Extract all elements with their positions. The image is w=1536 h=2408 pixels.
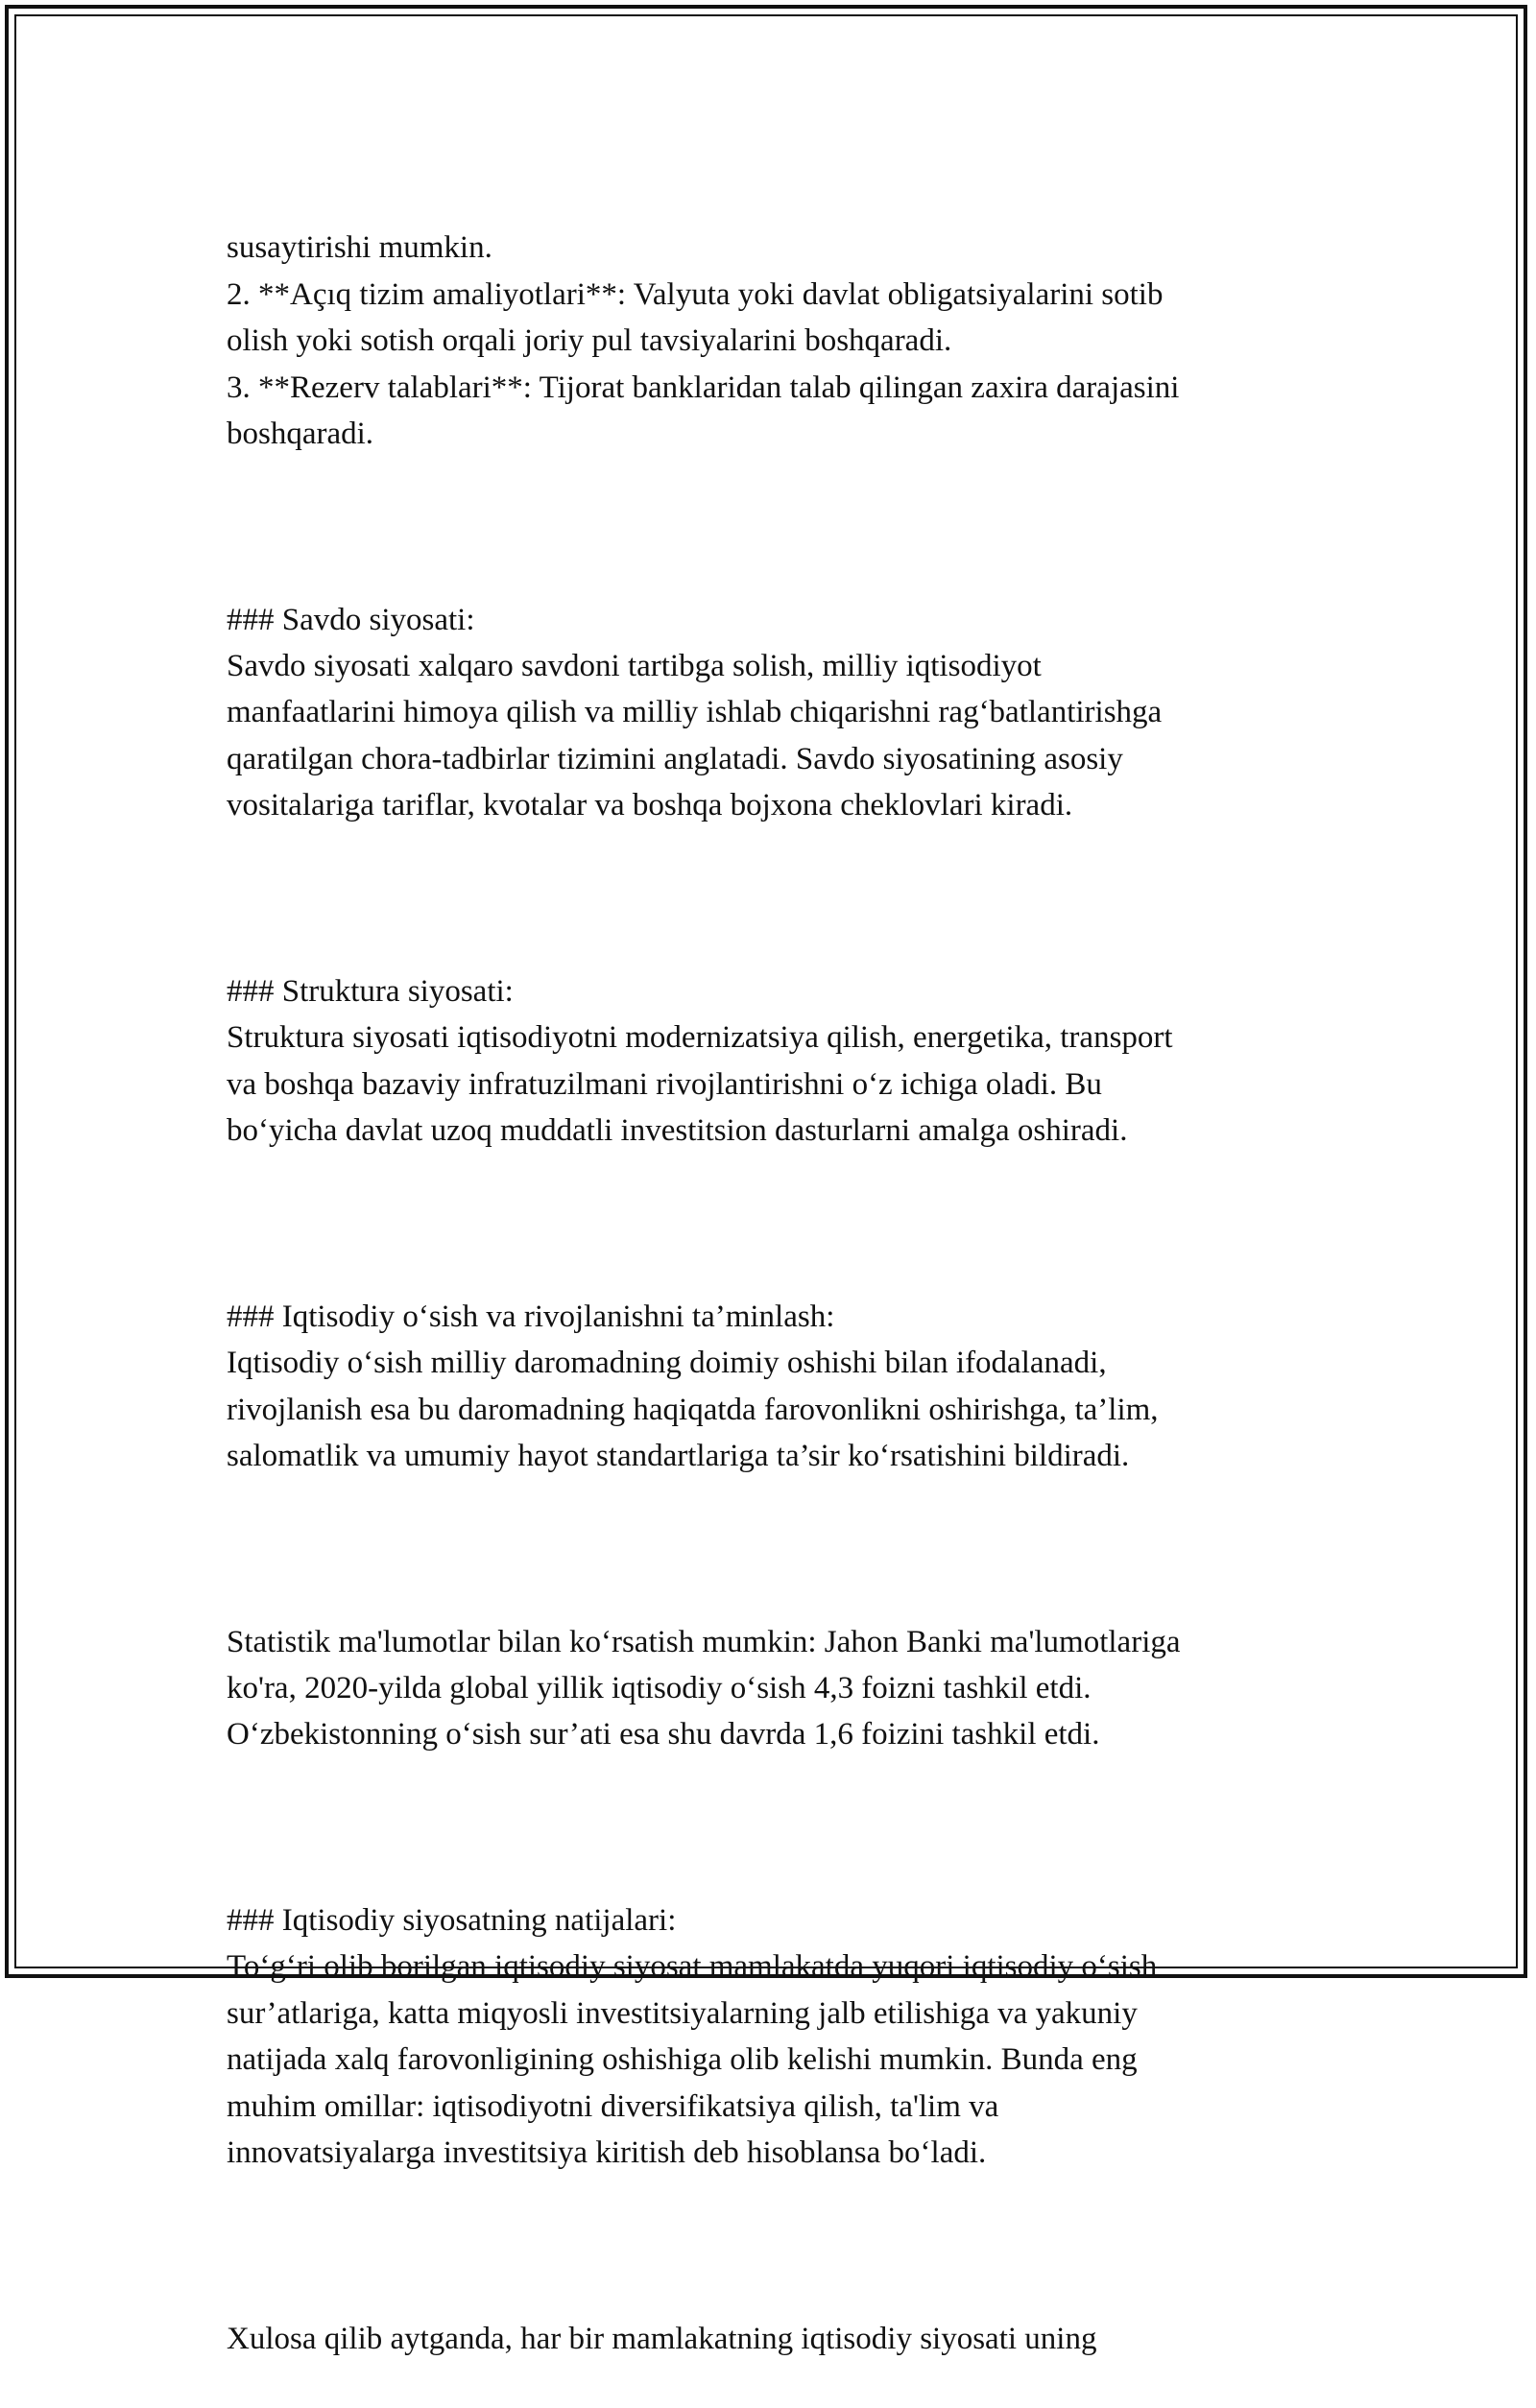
- paragraph-gap: [227, 1526, 1331, 1572]
- monetary-tools-list: susaytirishi mumkin. 2. **Açıq tizim amaliyotlari**: Valyuta yoki davlat obligatsiyalarini sotib olish yoki sotish orqali joriy pul tavsiyalarini boshqaradi. 3. **Rezerv talablari**: Tijorat banklaridan talab qilingan zaxira darajasini boshqaradi.: [227, 230, 1180, 452]
- statistics-paragraph: Statistik ma'lumotlar bilan ko‘rsatish mumkin: Jahon Banki ma'lumotlariga ko'ra, 2020-yilda global yillik iqtisodiy o‘sish 4,3 foizni tashkil etdi. O‘zbekistonning o‘sish sur’ati esa shu davrda 1,6 foizini tashkil etdi.: [227, 1624, 1181, 1752]
- paragraph-gap: [227, 2223, 1331, 2269]
- conclusion-paragraph: Xulosa qilib aytganda, har bir mamlakatning iqtisodiy siyosati uning: [227, 2321, 1097, 2356]
- paragraph-gap: [227, 1201, 1331, 1247]
- policy-results-section: ### Iqtisodiy siyosatning natijalari: To‘g‘ri olib borilgan iqtisodiy siyosat mamlakatda yuqori iqtisodiy o‘sish sur’atlariga, katta miqyosli investitsiyalarning jalb etilishiga va yakuniy natijada xalq farovonligining oshishiga olib kelishi mumkin. Bunda eng muhim omillar: iqtisodiyotni diversifikatsiya qilish, ta'lim va innovatsiyalarga investitsiya kiritish deb hisoblansa bo‘ladi.: [227, 1902, 1158, 2170]
- paragraph-gap: [227, 504, 1331, 550]
- structural-policy-section: ### Struktura siyosati: Struktura siyosati iqtisodiyotni modernizatsiya qilish, energetika, transport va boshqa bazaviy infratuzilmani rivojlantirishni o‘z ichiga oladi. Bu bo‘yicha davlat uzoq muddatli investitsion dasturlarni amalga oshiradi.: [227, 973, 1173, 1149]
- paragraph-gap: [227, 875, 1331, 921]
- trade-policy-section: ### Savdo siyosati: Savdo siyosati xalqaro savdoni tartibga solish, milliy iqtisodiyot manfaatlarini himoya qilish va milliy ishlab chiqarishni rag‘batlantirishga qaratilgan chora-tadbirlar tizimini anglatadi. Savdo siyosatining asosiy vositalariga tariflar, kvotalar va boshqa bojxona cheklovlari kiradi.: [227, 602, 1163, 823]
- growth-development-section: ### Iqtisodiy o‘sish va rivojlanishni ta’minlash: Iqtisodiy o‘sish milliy daromadning doimiy oshishi bilan ifodalanadi, rivojlanish esa bu daromadning haqiqatda farovonlikni oshirishga, ta’lim, salomatlik va umumiy hayot standartlariga ta’sir ko‘rsatishini bildiradi.: [227, 1299, 1159, 1473]
- document-body: [227, 179, 1331, 2408]
- paragraph-gap: [227, 1804, 1331, 1850]
